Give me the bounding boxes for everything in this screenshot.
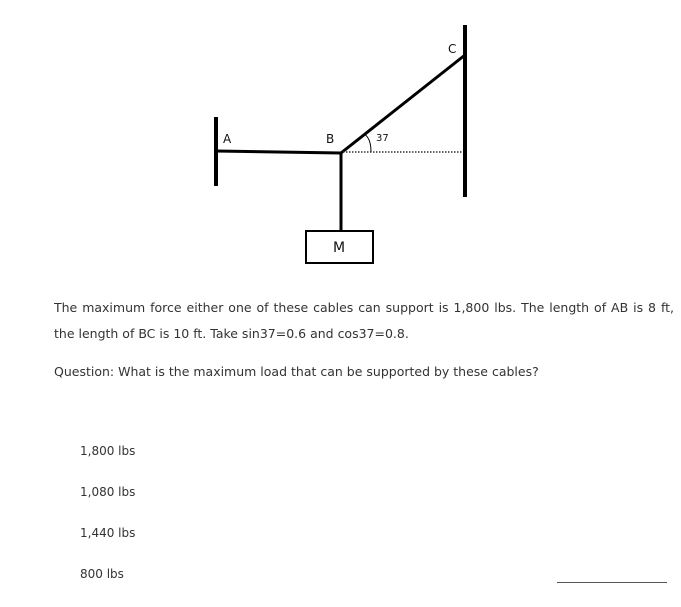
cable-bc <box>341 55 465 153</box>
cable-diagram <box>0 0 681 280</box>
answer-option[interactable]: 1,080 lbs <box>80 485 136 499</box>
label-m: M <box>333 240 346 256</box>
question-text: Question: What is the maximum load that can be supported by these cables? <box>54 364 539 379</box>
answer-option[interactable]: 1,440 lbs <box>80 526 136 540</box>
label-angle: 37 <box>376 133 389 144</box>
problem-statement: The maximum force either one of these cables can support is 1,800 lbs. The length of AB is 8 ft, the length of BC is 10 ft. Take sin37=0.6 and cos37=0.8. <box>54 300 674 341</box>
label-a: A <box>223 132 232 146</box>
label-c: C <box>448 42 457 56</box>
answer-option[interactable]: 1,800 lbs <box>80 444 136 458</box>
angle-arc <box>364 134 371 152</box>
cable-ab <box>216 151 341 153</box>
answer-options <box>80 443 135 607</box>
answer-option[interactable]: 800 lbs <box>80 567 124 581</box>
label-b: B <box>326 132 335 146</box>
bottom-divider <box>557 582 667 583</box>
